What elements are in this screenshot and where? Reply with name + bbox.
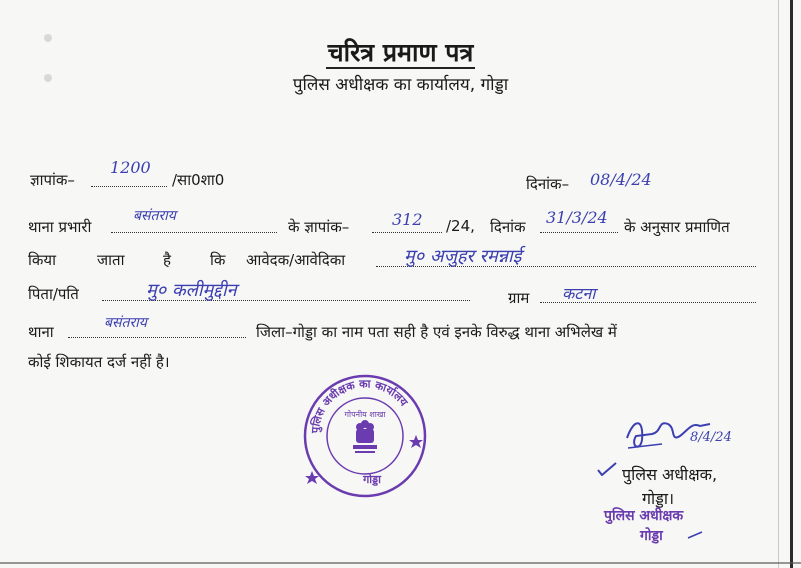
line1-dotted-ref: [372, 232, 442, 233]
line1-date-label: दिनांक: [490, 218, 526, 236]
line1-ref-year: /24,: [446, 217, 475, 235]
seal-bottom-text: गोड्डा: [363, 473, 381, 486]
father-name: मु० कलीमुद्दीन: [146, 280, 237, 301]
line2-word: आवेदक/आवेदिका: [246, 251, 346, 269]
stamp-line2: गोड्डा: [640, 528, 663, 544]
office-seal: [302, 373, 428, 499]
signatory-title: पुलिस अधीक्षक,: [622, 465, 718, 484]
line3-village-label: ग्राम: [508, 289, 530, 307]
line5-text: कोई शिकायत दर्ज नहीं है।: [28, 353, 170, 371]
line1-prefix: थाना प्रभारी: [28, 218, 92, 236]
tick-mark-icon: [596, 462, 618, 476]
memo-suffix: /सा0शा0: [172, 171, 225, 189]
line4-dotted-station: [68, 337, 246, 338]
office-subtitle: पुलिस अधीक्षक का कार्यालय, गोड्डा: [292, 75, 509, 95]
village-name: कटना: [562, 284, 596, 303]
line2-word: कि: [210, 251, 226, 269]
memo-number: 1200: [110, 158, 151, 177]
seal-inner-text: गोपनीय शाखा: [344, 410, 386, 419]
line1-ref-label: के ज्ञापांक–: [288, 218, 350, 236]
line4-label: थाना: [28, 323, 54, 341]
line4-text: जिला–गोड्डा का नाम पता सही है एवं इनके विरुद्ध थाना अभिलेख में: [256, 323, 617, 341]
line1-dotted-date: [540, 232, 618, 233]
signatory-place: गोड्डा।: [642, 489, 675, 508]
stamp-line1: पुलिस अधीक्षक: [604, 508, 684, 524]
page-edge-bottom: [0, 562, 801, 564]
memo-dotted-line: [91, 186, 167, 187]
pen-stroke-mark: [686, 530, 704, 540]
line1-dotted-station: [111, 232, 277, 233]
applicant-name: मु० अजुहर रमन्नाई: [404, 246, 522, 267]
line1-date: 31/3/24: [546, 208, 608, 227]
signature-date: 8/4/24: [690, 430, 732, 445]
line1-station: बसंतराय: [133, 208, 176, 224]
emblem-icon: [353, 420, 377, 453]
memo-date-label: दिनांक–: [526, 175, 570, 193]
line1-ref-number: 312: [392, 210, 423, 229]
line2-word: किया: [28, 251, 56, 269]
line4-station: बसंतराय: [104, 315, 147, 331]
line2-word: जाता: [97, 251, 125, 269]
memo-date: 08/4/24: [590, 170, 652, 189]
line2-word: है: [163, 251, 171, 269]
seal-ring-text: पुलिस अधीक्षक का कार्यालय: [308, 377, 411, 434]
line1-suffix: के अनुसार प्रमाणित: [624, 218, 730, 236]
line3-label: पिता/पति: [28, 285, 79, 303]
memo-label: ज्ञापांक–: [30, 171, 75, 189]
page-title: चरित्र प्रमाण पत्र: [327, 38, 474, 67]
